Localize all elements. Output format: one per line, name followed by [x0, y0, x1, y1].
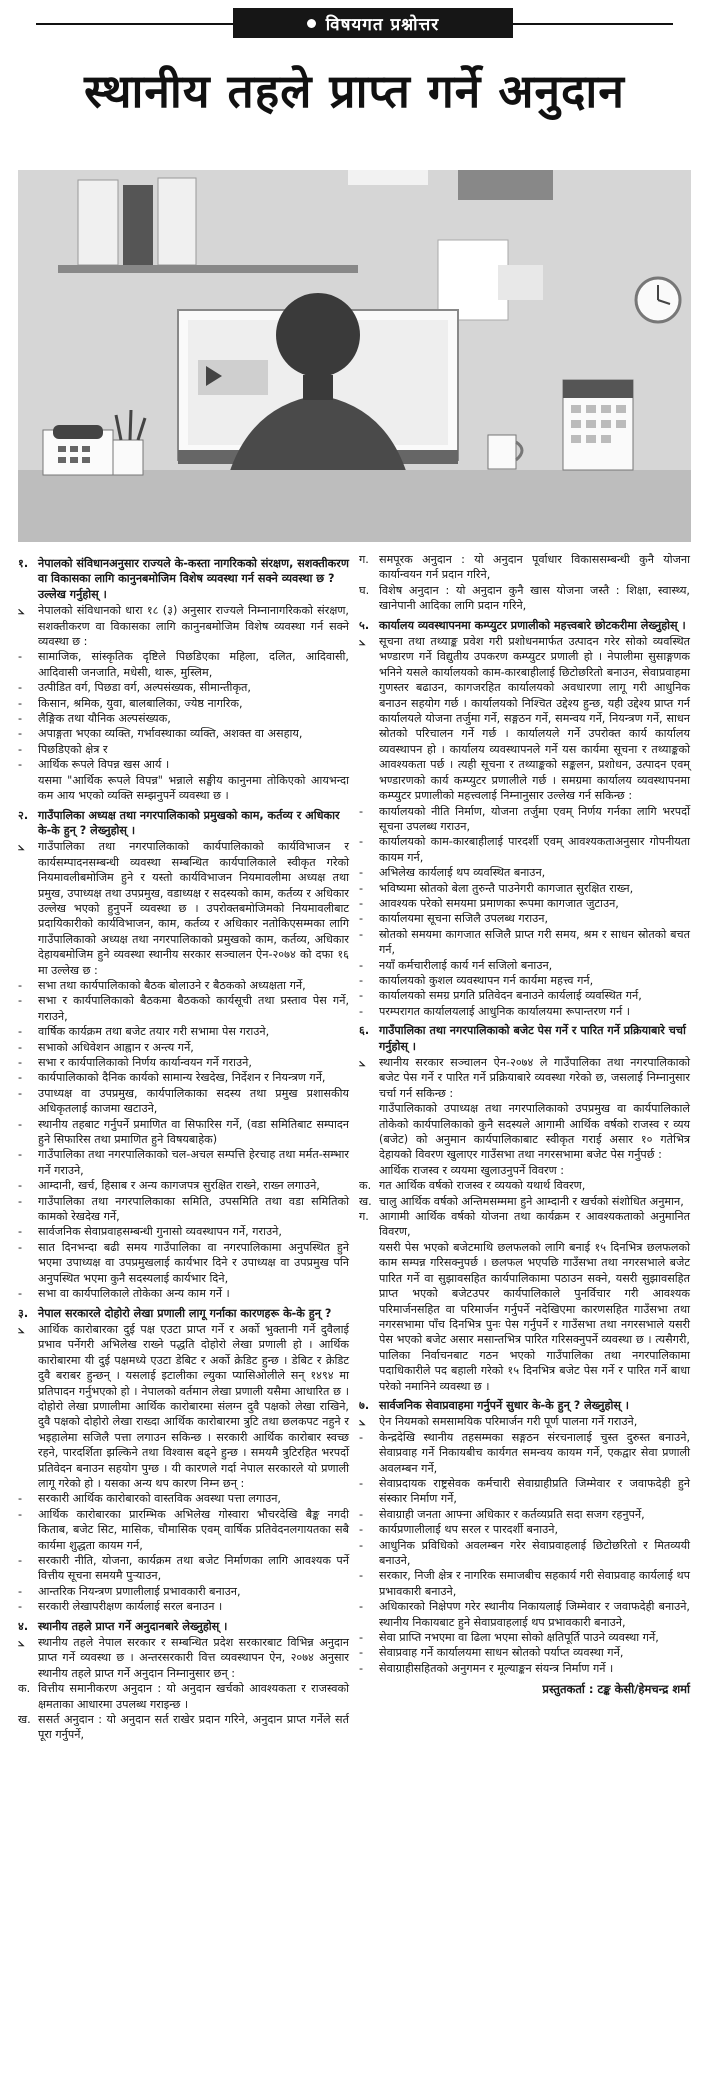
- list-item-text: चालु आर्थिक वर्षको अन्तिमसम्ममा हुने आम्दानी र खर्चको संशोधित अनुमान,: [379, 1194, 684, 1208]
- list-marker: -: [359, 1430, 364, 1444]
- list-item-text: सभा र कार्यपालिकाको निर्णय कार्यान्वयन गर्ने गराउने,: [38, 1056, 252, 1069]
- list-item-text: कार्यालयको काम-कारबाहीलाई पारदर्शी एवम् आवश्यकताअनुसार गोपनीयता कायम गर्न,: [379, 835, 690, 864]
- list-item: [18, 757, 349, 772]
- question-number: ३.: [18, 1306, 29, 1320]
- list-item: [359, 896, 690, 911]
- list-item: [18, 1584, 349, 1599]
- list-marker: -: [18, 1225, 23, 1239]
- list-item: [18, 726, 349, 741]
- list-marker: ग.: [359, 1210, 369, 1224]
- list-item-text: सरकारी नीति, योजना, कार्यक्रम तथा बजेट निर्माणका लागि आवश्यक पर्ने वित्तीय सूचना समयमै पुऱ्याउन,: [38, 1554, 349, 1583]
- list-item: [359, 1568, 690, 1599]
- list-marker: -: [18, 712, 23, 726]
- list-item: [359, 911, 690, 926]
- answer-text: स्थानीय तहले नेपाल सरकार र सम्बन्धित प्रदेश सरकारबाट विभिन्न अनुदान प्राप्त गर्ने व्यवस्था छ । अन्तरसरकारी वित्त व्यवस्थापन ऐन, २०७४ अनुसार स्थानीय तहले प्राप्त गर्ने अनुदान निम्नानुसार छन् :: [38, 1636, 349, 1680]
- list-item: [18, 993, 349, 1024]
- answer-marker-icon: ⦣: [18, 1322, 25, 1336]
- list-item: [359, 804, 690, 835]
- list-marker: -: [18, 1240, 23, 1254]
- list-item-text: आवश्यक परेको समयमा प्रमाणका रूपमा कागजात जुटाउन,: [379, 896, 619, 910]
- list-item-text: पिछडिएको क्षेत्र र: [38, 742, 108, 756]
- list-item: [18, 1240, 349, 1286]
- list-marker: -: [18, 696, 23, 710]
- list-marker: -: [18, 1492, 23, 1506]
- list-item-text: अधिकारको निक्षेपण गरेर स्थानीय निकायलाई जिम्मेवार र जवाफदेही बनाउने, स्थानीय निकायबाट हुने सेवाप्रवाहलाई थप प्रभावकारी बनाउने,: [379, 1600, 690, 1629]
- question-text: गाउँपालिका तथा नगरपालिकाको बजेट पेस गर्ने र पारित गर्ने प्रक्रियाबारे चर्चा गर्नुहोस् ।: [379, 1024, 686, 1053]
- list-marker: -: [18, 1117, 23, 1131]
- list-marker: -: [18, 1600, 23, 1614]
- list-item-text: सरकारी आर्थिक कारोबारको वास्तविक अवस्था पत्ता लगाउन,: [38, 1492, 281, 1506]
- list-item: [359, 1507, 690, 1522]
- list-item: [359, 1194, 690, 1209]
- list-item: [359, 973, 690, 988]
- question-text: सार्वजनिक सेवाप्रवाहमा गर्नुपर्ने सुधार के-के हुन् ? लेख्नुहोस् ।: [379, 1398, 630, 1412]
- list-item-text: सेवा प्राप्ति नभएमा वा ढिला भएमा सोको क्षतिपूर्ति पाउने व्यवस्था गर्ने,: [379, 1631, 659, 1645]
- list-item-text: ससर्त अनुदान : यो अनुदान सर्त राखेर प्रदान गरिने, अनुदान प्राप्त गर्नेले सर्त पूरा गर्नुपर्ने,: [38, 1713, 349, 1742]
- list-marker: -: [18, 1040, 23, 1054]
- question-text: कार्यालय व्यवस्थापनमा कम्प्युटर प्रणालीको महत्त्वबारे छोटकरीमा लेख्नुहोस् ।: [379, 618, 686, 632]
- list-marker: -: [18, 650, 23, 664]
- list-marker: -: [18, 1287, 23, 1301]
- list-item: [359, 958, 690, 973]
- list-item: [18, 1599, 349, 1614]
- answer-marker-icon: ⦣: [18, 1636, 25, 1650]
- answer-paragraph: [18, 1322, 349, 1491]
- question-number: २.: [18, 808, 29, 822]
- list-item-text: सरकारी लेखापरीक्षण कार्यलाई सरल बनाउन ।: [38, 1600, 223, 1614]
- list-marker: -: [359, 989, 364, 1003]
- list-item: [18, 649, 349, 680]
- list-marker: ग.: [359, 553, 369, 566]
- question-number: ७.: [359, 1398, 370, 1412]
- list-item-text: सेवाप्रदायक राष्ट्रसेवक कर्मचारी सेवाग्राहीप्रति जिम्मेवार र जवाफदेही हुने संस्कार निर्माण गर्ने,: [379, 1476, 690, 1506]
- list-marker: -: [359, 912, 364, 926]
- article-body: [18, 552, 691, 1743]
- list-marker: -: [18, 1025, 23, 1039]
- list-item: [359, 552, 690, 583]
- list-marker: -: [359, 804, 364, 818]
- question-text: नेपालको संविधानअनुसार राज्यले के-कस्ता नागरिकको संरक्षण, सशक्तीकरण वा विकासका लागि कानुनबमोजिम विशेष व्यवस्था गर्न सक्ने व्यवस्था छ ? उल्लेख गर्नुहोस् ।: [38, 557, 349, 601]
- answer-marker-icon: ⦣: [18, 604, 25, 618]
- list-item-text: सरकार, निजी क्षेत्र र नागरिक समाजबीच सहकार्य गरी सेवाप्रवाह कार्यलाई थप प्रभावकारी बनाउने,: [379, 1569, 690, 1598]
- answer-paragraph: [18, 839, 349, 978]
- list-marker: -: [359, 896, 364, 910]
- list-item-text: गाउँपालिका तथा नगरपालिकाका समिति, उपसमिति तथा वडा समितिको कामको रेखदेख गर्ने,: [38, 1194, 349, 1224]
- answer-paragraph: [359, 1055, 690, 1101]
- answer-marker-icon: ⦣: [359, 1056, 366, 1069]
- list-item-text: विशेष अनुदान : यो अनुदान कुनै खास योजना जस्तै : शिक्षा, स्वास्थ्य, खानेपानी आदिका लागि प्रदान गरिने,: [379, 583, 690, 613]
- list-marker: -: [18, 1148, 23, 1162]
- section-header: [18, 0, 691, 46]
- list-item-text: आम्दानी, खर्च, हिसाब र अन्य कागजपत्र सुरक्षित राख्ने, राख्न लगाउने,: [38, 1179, 320, 1193]
- list-item: [359, 1599, 690, 1630]
- list-item: [359, 583, 690, 614]
- list-item-text: स्रोतको समयमा कागजात सजिलै प्राप्त गरी समय, श्रम र साधन स्रोतको बचत गर्न,: [379, 927, 690, 957]
- list-marker: -: [18, 1194, 23, 1208]
- list-item: [359, 1661, 690, 1676]
- list-item-text: गत आर्थिक वर्षको राजस्व र व्ययको यथार्थ विवरण,: [379, 1179, 586, 1193]
- answer-marker-icon: ⦣: [359, 635, 366, 649]
- list-item-text: अभिलेख कार्यलाई थप व्यवस्थित बनाउन,: [379, 866, 546, 880]
- paragraph: गाउँपालिकाको उपाध्यक्ष तथा नगरपालिकाको उपप्रमुख वा कार्यपालिकाले तोकेको कार्यपालिकाको कुनै सदस्यले आगामी आर्थिक वर्षको राजस्व र व्यय (बजेट) को अनुमान कार्यपालिकाबाट स्वीकृत गराई असार १० गतेभित्र देहायको विवरण खुलाएर गाउँसभा तथा नगरसभामा बजेट पेस गर्नुपर्छ :: [379, 1102, 690, 1162]
- list-item: [18, 978, 349, 993]
- list-item-text: कार्यालयको कुशल व्यवस्थापन गर्न कार्यमा महत्त्व गर्न,: [379, 973, 594, 987]
- list-item-text: सभा तथा कार्यपालिकाको बैठक बोलाउने र बैठकको अध्यक्षता गर्ने,: [38, 978, 306, 992]
- list-item: [18, 1178, 349, 1193]
- list-item: [18, 742, 349, 757]
- answer-text: आर्थिक कारोबारका दुई पक्ष एउटा प्राप्त गर्ने र अर्को भुक्तानी गर्ने दुवैलाई प्रभाव पर्नेगरी अभिलेख राख्ने पद्धति दोहोरो लेखा प्रणाली हो । आर्थिक कारोबारमा यी दुई पक्षमध्ये एउटा डेबिट र अर्को क्रेडिट हुन्छ । डेबिट र क्रेडिट दुवै बराबर हुन्छन् । यसलाई इटालीका ल्युका प्यासिओलीले सन् १४९४ मा प्रतिपादन गर्नुभएको हो । नेपालको वर्तमान लेखा प्रणाली यसैमा आधारित छ । दोहोरो लेखा प्रणालीमा आर्थिक कारोबारमा संलग्न दुवै पक्षको लेखा राखिने, दुवै पक्षको दोहोरो लेखा राख्दा आर्थिक कारोबारमा त्रुटि तथा छलकपट नहुने र भइहालेमा सजिलै पत्ता लगाउन सकिन्छ । सरकारी आर्थिक कारोबार स्वच्छ रहने, पारदर्शिता झल्किने तथा विश्वास बढ्ने हुन्छ । समयमै त्रुटिरहित भरपर्दो प्रतिवेदन बनाउन सहयोग पुग्छ । यी कारणले गर्दा नेपाल सरकारले यो प्रणाली लागू गरेको हो । यसका अन्य थप कारण निम्न छन् :: [38, 1322, 349, 1490]
- list-item-text: नयाँ कर्मचारीलाई कार्य गर्न सजिलो बनाउन,: [379, 958, 553, 972]
- list-item-text: परम्परागत कार्यालयलाई आधुनिक कार्यालयमा रूपान्तरण गर्न ।: [379, 1004, 630, 1018]
- list-item: [359, 1004, 690, 1019]
- list-item: [18, 1194, 349, 1225]
- list-item: [359, 1476, 690, 1507]
- question-number: ५.: [359, 618, 370, 632]
- list-item-text: किसान, श्रमिक, युवा, बालबालिका, ज्येष्ठ नागरिक,: [38, 696, 243, 710]
- list-item: [359, 988, 690, 1003]
- list-marker: -: [18, 1507, 23, 1521]
- office-desk-illustration: [18, 170, 691, 542]
- list-item: [359, 1522, 690, 1537]
- list-item: [359, 927, 690, 958]
- list-marker: -: [18, 1179, 23, 1193]
- question: [359, 1023, 690, 1054]
- question: [18, 556, 349, 602]
- section-label-badge: [233, 8, 513, 38]
- answer-text: स्थानीय सरकार सञ्चालन ऐन-२०७४ ले गाउँपालिका तथा नगरपालिकाको बजेट पेस गर्ने र पारित गर्ने प्रक्रियाबारे व्यवस्था गरेको छ, जसलाई निम्नानुसार चर्चा गर्न सकिन्छ :: [379, 1056, 690, 1100]
- answer-text: ऐन नियमको समसामयिक परिमार्जन गरी पूर्ण पालना गर्ने गराउने,: [379, 1415, 638, 1429]
- list-item-text: केन्द्रदेखि स्थानीय तहसम्मका सङ्गठन संरचनालाई चुस्त दुरुस्त बनाउने, सेवाप्रवाह गर्ने निकायबीच कार्यगत समन्वय कायम गर्ने, एकद्वार सेवा प्रणाली अवलम्बन गर्ने,: [379, 1430, 690, 1475]
- answer-paragraph: [18, 1635, 349, 1681]
- list-marker: -: [18, 727, 23, 741]
- list-item-text: आर्थिक कारोबारका प्रारम्भिक अभिलेख गोस्वारा भौचरदेखि बैङ्क नगदी किताब, बजेट सिट, मासिक, चौमासिक एवम् वार्षिक प्रतिवेदनलगायतका सबै कार्यमा शुद्धता कायम गर्न,: [38, 1507, 349, 1552]
- list-marker: -: [359, 1646, 364, 1660]
- left-column: [18, 552, 349, 1743]
- list-item: [18, 680, 349, 695]
- list-item: [359, 1430, 690, 1476]
- answer-paragraph: [18, 603, 349, 649]
- list-item-text: सार्वजनिक सेवाप्रवाहसम्बन्धी गुनासो व्यवस्थापन गर्ने, गराउने,: [38, 1225, 282, 1239]
- list-item-text: लैङ्गिक तथा यौनिक अल्पसंख्यक,: [38, 712, 171, 726]
- list-item-text: सभा वा कार्यपालिकाले तोकेका अन्य काम गर्ने ।: [38, 1287, 230, 1301]
- list-marker: घ.: [359, 583, 370, 597]
- list-item-text: आन्तरिक नियन्त्रण प्रणालीलाई प्रभावकारी बनाउन,: [38, 1584, 241, 1598]
- list-item: [18, 1040, 349, 1055]
- list-item: [18, 1224, 349, 1239]
- illustration-person-at-computer: [18, 170, 691, 542]
- answer-text: सूचना तथा तथ्याङ्क प्रवेश गरी प्रशोधनमार्फत उत्पादन गरेर सोको व्यवस्थित भण्डारण गर्ने विद्युतीय उपकरण कम्प्युटर प्रणाली हो । नेपालीमा सुसाङ्गणक भनिने यसले कार्यालयको काम-कारबाहीलाई छिटोछरितो बनाउन, सेवाप्रवाहमा गुणस्तर बढाउन, कागजरहित कार्यालयको अवधारणा लागू गरी आधुनिक बनाउन सहयोग गर्छ । कार्यालयको निश्चित उद्देश्य हुन्छ, यही उद्देश्य प्राप्त गर्न कार्यालयले योजना तर्जुमा गर्ने, सङ्गठन गर्ने, समन्वय गर्ने, नियन्त्रण गर्ने, साधन स्रोतको परिचालन गर्ने गर्छ । कार्यालयले गर्ने उपरोक्त कार्य कार्यालय व्यवस्थापन हो । कार्यालय व्यवस्थापनले गर्ने यस कार्यमा सूचना र तथ्याङ्कको आवश्यकता पर्छ । त्यही सूचना र तथ्याङ्कको सङ्कलन, प्रशोधन, उत्पादन एवम् भण्डारणको कार्य कम्प्युटर प्रणालीले गर्छ । समग्रमा कार्यालय व्यवस्थापनमा कम्प्युटर प्रणालीको महत्त्वलाई निम्नानुसार उल्लेख गर्न सकिन्छ :: [379, 635, 690, 803]
- list-item-text: आर्थिक रूपले विपन्न खस आर्य ।: [38, 758, 170, 772]
- list-marker: -: [18, 1071, 23, 1085]
- phone-icon: [43, 425, 113, 475]
- list-item-text: कार्यालयको नीति निर्माण, योजना तर्जुमा एवम् निर्णय गर्नका लागि भरपर्दो सूचना उपलब्ध गराउन,: [379, 804, 690, 833]
- list-marker: -: [18, 1554, 23, 1567]
- list-item-text: आधुनिक प्रविधिको अवलम्बन गरेर सेवाप्रवाहलाई छिटोछरितो र मितव्ययी बनाउने,: [379, 1538, 690, 1567]
- list-item-text: सभाको अधिवेशन आह्वान र अन्त्य गर्ने,: [38, 1040, 194, 1054]
- list-marker: क.: [359, 1179, 372, 1193]
- list-marker: ख.: [18, 1713, 31, 1727]
- answer-paragraph: [359, 1414, 690, 1429]
- list-item: [359, 1538, 690, 1569]
- list-item: [18, 1147, 349, 1178]
- list-item: [18, 1553, 349, 1584]
- list-item: [18, 1024, 349, 1039]
- list-marker: -: [18, 1584, 23, 1598]
- list-marker: ख.: [359, 1194, 372, 1208]
- list-item-text: अपाङ्गता भएका व्यक्ति, गर्भावस्थाका व्यक्ति, अशक्त वा असहाय,: [38, 727, 303, 741]
- question-text: गाउँपालिका अध्यक्ष तथा नगरपालिकाको प्रमुखको काम, कर्तव्य र अधिकार के-के हुन् ? लेख्नुहोस् ।: [38, 808, 340, 837]
- answer-paragraph: [359, 634, 690, 803]
- list-item: [359, 1178, 690, 1193]
- list-item-text: उत्पीडित वर्ग, पिछडा वर्ग, अल्पसंख्यक, सीमान्तीकृत,: [38, 681, 251, 695]
- list-item-text: वित्तीय समानीकरण अनुदान : यो अनुदान खर्चको आवश्यकता र राजस्वको क्षमताका आधारमा उपलब्ध गराइन्छ ।: [38, 1682, 349, 1711]
- paragraph: यसमा "आर्थिक रूपले विपन्न" भन्नाले सङ्घीय कानुनमा तोकिएको आयभन्दा कम आय भएको व्यक्ति सम्झनुपर्ने व्यवस्था छ ।: [38, 773, 349, 803]
- list-item-text: कार्यपालिकाको दैनिक कार्यको सामान्य रेखदेख, निर्देशन र नियन्त्रण गर्ने,: [38, 1071, 326, 1085]
- list-item: [359, 1209, 690, 1240]
- list-item-text: सेवाग्राहीसहितको अनुगमन र मूल्याङ्कन संयन्त्र निर्माण गर्ने ।: [379, 1661, 614, 1675]
- list-marker: -: [18, 994, 23, 1008]
- question: [359, 618, 690, 633]
- list-item: [359, 865, 690, 880]
- list-marker: -: [359, 1476, 364, 1490]
- list-marker: -: [359, 881, 364, 895]
- list-item: [18, 696, 349, 711]
- list-marker: -: [359, 927, 364, 941]
- answer-text: गाउँपालिका तथा नगरपालिकाको कार्यपालिकाको कार्यविभाजन र कार्यसम्पादनसम्बन्धी व्यवस्था सम्बन्धित कार्यपालिकाले स्वीकृत गरेको नियमावलीबमोजिम हुने र यस्तो कार्यविभाजन नियमावलीमा अध्यक्ष तथा प्रमुख, उपाध्यक्ष तथा उपप्रमुख, वडाध्यक्ष र सदस्यको काम, कर्तव्य र अधिकार उल्लेख भएको हुनुपर्ने व्यवस्था छ । उपरोक्तबमोजिमको नियमावलीबाट प्रदायिकारीको कार्यविभाजन, काम, कर्तव्य र अधिकार नतोकिएसम्मका लागि गाउँपालिकाको अध्यक्ष तथा नगरपालिकाको प्रमुखको काम, कर्तव्य, अधिकार देहायबमोजिम हुने व्यवस्था स्थानीय सरकार सञ्चालन ऐन-२०७४ को दफा १६ मा उल्लेख छ :: [38, 840, 349, 977]
- answer-text: नेपालको संविधानको धारा १८ (३) अनुसार राज्यले निम्नानागरिकको संरक्षण, सशक्तीकरण वा विकासका लागि कानुनबमोजिम विशेष व्यवस्था गर्न सक्ने व्यवस्था छ :: [38, 604, 349, 649]
- list-item-text: वार्षिक कार्यक्रम तथा बजेट तयार गरी सभामा पेस गराउने,: [38, 1025, 270, 1039]
- list-item-text: सेवाप्रवाह गर्ने कार्यालयमा साधन स्रोतको पर्याप्त व्यवस्था गर्ने,: [379, 1646, 624, 1660]
- list-item-text: कार्यालयमा सूचना सजिलै उपलब्ध गराउन,: [379, 912, 549, 926]
- list-marker: -: [359, 1569, 364, 1583]
- question: [18, 1619, 349, 1634]
- calendar-icon: [563, 380, 633, 470]
- list-item-text: कार्यप्रणालीलाई थप सरल र पारदर्शी बनाउने,: [379, 1523, 559, 1537]
- list-item: [18, 1507, 349, 1553]
- list-item: [359, 1645, 690, 1660]
- list-item: [18, 1055, 349, 1070]
- list-item-text: समपूरक अनुदान : यो अनुदान पूर्वाधार विकाससम्बन्धी कुनै योजना कार्यान्वयन गर्न प्रदान गरिने,: [379, 553, 690, 582]
- list-item: [359, 881, 690, 896]
- list-marker: -: [18, 1086, 23, 1100]
- list-item-text: आगामी आर्थिक वर्षको योजना तथा कार्यक्रम र आवश्यकताको अनुमानित विवरण,: [379, 1210, 690, 1239]
- list-marker: -: [18, 758, 23, 772]
- list-marker: -: [359, 1631, 364, 1645]
- list-item: [359, 1630, 690, 1645]
- list-item: [18, 1070, 349, 1085]
- list-item-text: भविष्यमा स्रोतको बेला तुरुन्तै पाउनेगरी कागजात सुरक्षित राख्न,: [379, 881, 634, 895]
- question-number: १.: [18, 557, 29, 570]
- list-item-text: उपाध्यक्ष वा उपप्रमुख, कार्यपालिकाका सदस्य तथा प्रमुख प्रशासकीय अधिकृतलाई काजमा खटाउने,: [38, 1086, 349, 1116]
- list-item-text: कार्यालयको समग्र प्रगति प्रतिवेदन बनाउने कार्यलाई व्यवस्थित गर्न,: [379, 989, 642, 1003]
- list-marker: -: [18, 742, 23, 756]
- list-marker: -: [359, 1507, 364, 1521]
- list-marker: -: [18, 1056, 23, 1069]
- list-item: [18, 1491, 349, 1506]
- list-item-text: स्थानीय तहबाट गर्नुपर्ने प्रमाणित वा सिफारिस गर्ने, (वडा समितिबाट सम्पादन हुने सिफारिस तथा प्रमाणित हुने विषयबाहेक): [38, 1117, 349, 1147]
- list-item: [359, 834, 690, 865]
- author-credit: प्रस्तुतकर्ता : टङ्क केसी/हेमचन्द्र शर्मा: [542, 1682, 690, 1697]
- list-marker: -: [359, 866, 364, 880]
- list-item: [18, 1117, 349, 1148]
- list-marker: -: [359, 1004, 364, 1018]
- list-marker: -: [359, 1538, 364, 1552]
- list-marker: -: [359, 1600, 364, 1614]
- paragraph: यसरी पेस भएको बजेटमाथि छलफलको लागि बनाई १५ दिनभित्र छलफलको काम सम्पन्न गरिसक्नुपर्छ । छलफल भएपछि गाउँसभा तथा नगरसभाले बजेट पारित गर्ने वा सुझावसहित कार्यपालिकामा पठाउन सक्ने, यसरी सुझावसहित प्राप्त भएको बजेटउपर कार्यपालिकाले पुनर्विचार गरी आवश्यक परिमार्जनसहित वा परिमार्जन गर्नुपर्ने नदेखिएमा कारणसहित गाउँसभा तथा नगरसभामा पाँच दिनभित्र पुनः पेस गर्नुपर्ने र गाउँसभा तथा नगरसभाले यसरी पेस भएको बजेट असार मसान्तभित्र पारित गरिसक्नुपर्ने व्यवस्था छ । त्यसैगरी, पालिका निर्वाचनबाट गठन भएको गाउँपालिका तथा नगरपालिकामा पदाधिकारीले पद बहाली गरेको १५ दिनभित्र बजेट पेस गर्ने र पारित गर्ने बाधा परेको नमानिने व्यवस्था छ ।: [379, 1240, 690, 1393]
- list-marker: -: [359, 973, 364, 987]
- list-item-text: सेवाग्राही जनता आफ्ना अधिकार र कर्तव्यप्रति सदा सजग रहनुपर्ने,: [379, 1507, 645, 1521]
- list-marker: -: [359, 1523, 364, 1537]
- list-item-text: सामाजिक, सांस्कृतिक दृष्टिले पिछडिएका महिला, दलित, आदिवासी, आदिवासी जनजाति, मधेसी, थारू, मुस्लिम,: [38, 650, 349, 679]
- answer-marker-icon: ⦣: [18, 840, 25, 854]
- list-item: [18, 1086, 349, 1117]
- list-marker: -: [18, 681, 23, 695]
- list-item: [18, 1286, 349, 1301]
- list-item: [18, 711, 349, 726]
- answer-marker-icon: ⦣: [359, 1415, 366, 1429]
- section-label: विषयगत प्रश्नोत्तर: [325, 14, 440, 35]
- question: [18, 1306, 349, 1321]
- list-marker: -: [359, 958, 364, 972]
- question-text: नेपाल सरकारले दोहोरो लेखा प्रणाली लागू गर्नाका कारणहरू के-के हुन् ?: [38, 1306, 332, 1320]
- list-marker: -: [359, 1661, 364, 1675]
- list-item-text: गाउँपालिका तथा नगरपालिकाको चल-अचल सम्पत्ति हेरचाह तथा मर्मत-सम्भार गर्ने गराउने,: [38, 1148, 349, 1177]
- bullet-dot-icon: [307, 19, 316, 28]
- list-item-text: सात दिनभन्दा बढी समय गाउँपालिका वा नगरपालिकामा अनुपस्थित हुने भएमा उपाध्यक्ष वा उपप्रमुखलाई कार्यभार दिने र उपाध्यक्ष वा उपप्रमुख पनि अनुपस्थित भएमा कुनै सदस्यलाई कार्यभार दिने,: [38, 1240, 349, 1285]
- question-number: ६.: [359, 1024, 370, 1038]
- list-marker: -: [359, 835, 364, 849]
- list-item: [18, 1681, 349, 1712]
- right-column: [359, 552, 690, 1743]
- question-text: स्थानीय तहले प्राप्त गर्ने अनुदानबारे लेख्नुहोस् ।: [38, 1619, 228, 1633]
- question: [359, 1398, 690, 1413]
- list-item-text: सभा र कार्यपालिकाको बैठकमा बैठकको कार्यसूची तथा प्रस्ताव पेस गर्ने, गराउने,: [38, 994, 349, 1023]
- paragraph: आर्थिक राजस्व र व्ययमा खुलाउनुपर्ने विवरण :: [379, 1163, 565, 1177]
- question-number: ४.: [18, 1619, 29, 1633]
- question: [18, 808, 349, 839]
- list-marker: क.: [18, 1682, 31, 1696]
- article-title: स्थानीय तहले प्राप्त गर्ने अनुदान: [84, 64, 625, 118]
- list-marker: -: [18, 978, 23, 992]
- list-item: [18, 1712, 349, 1743]
